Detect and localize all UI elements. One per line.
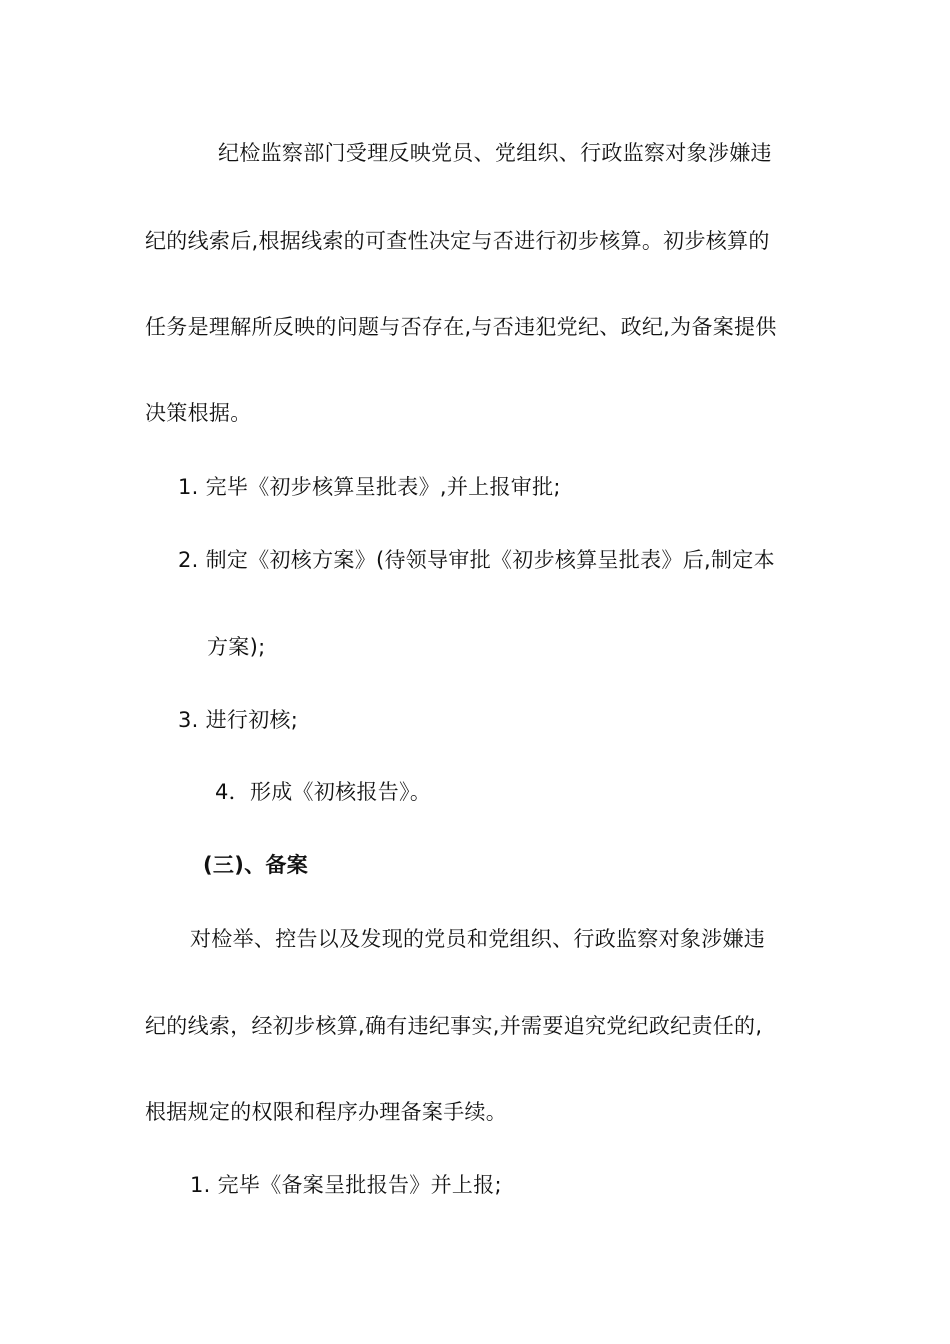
paragraph2-line3: 根据规定的权限和程序办理备案手续。 — [145, 1100, 508, 1124]
list2-item1: 1. 完毕《备案呈批报告》并上报; — [190, 1173, 502, 1197]
list1-item3: 3. 进行初核; — [178, 708, 299, 732]
list1-item4: 4．形成《初核报告》。 — [215, 780, 432, 804]
list1-item1: 1. 完毕《初步核算呈批表》,并上报审批; — [178, 475, 561, 499]
list1-item2-line1: 2. 制定《初核方案》(待领导审批《初步核算呈批表》后,制定本 — [178, 548, 775, 572]
paragraph2-line1: 对检举、控告以及发现的党员和党组织、行政监察对象涉嫌违 — [190, 927, 766, 951]
section-heading: (三)、备案 — [203, 853, 308, 877]
paragraph1-line2: 纪的线索后,根据线索的可查性决定与否进行初步核算。初步核算的 — [145, 229, 770, 253]
paragraph1-line3: 任务是理解所反映的问题与否存在,与否违犯党纪、政纪,为备案提供 — [145, 315, 777, 339]
paragraph1-line1: 纪检监察部门受理反映党员、党组织、行政监察对象涉嫌违 — [218, 141, 772, 165]
paragraph2-line2: 纪的线索，经初步核算,确有违纪事实,并需要追究党纪政纪责任的, — [145, 1014, 763, 1038]
list1-item2-line2: 方案); — [207, 635, 266, 659]
paragraph1-line4: 决策根据。 — [145, 401, 252, 425]
